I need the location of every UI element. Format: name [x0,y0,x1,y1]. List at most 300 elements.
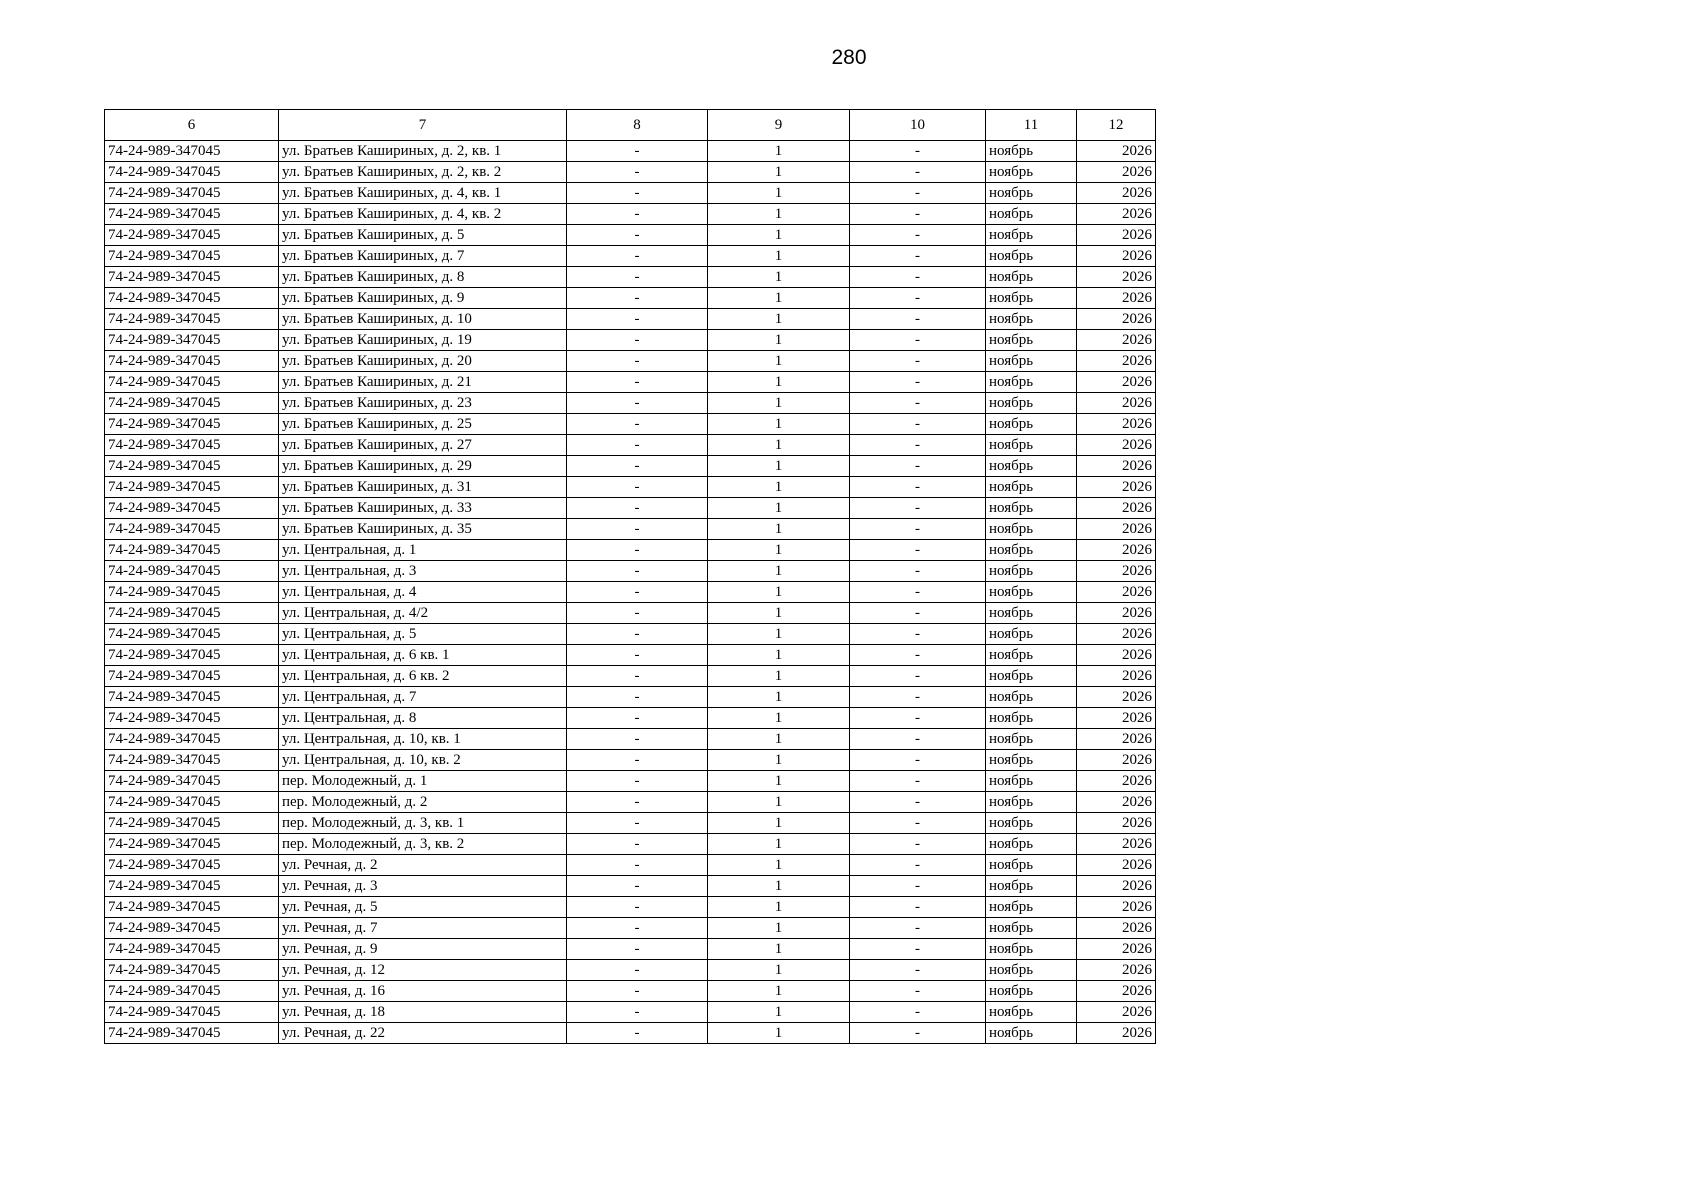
year-cell: 2026 [1077,666,1156,687]
col8-cell: - [567,603,708,624]
address-cell: ул. Центральная, д. 4 [279,582,567,603]
col9-cell: 1 [708,267,850,288]
col10-cell: - [850,267,986,288]
month-cell: ноябрь [986,792,1077,813]
col8-cell: - [567,435,708,456]
col8-cell: - [567,561,708,582]
address-cell: ул. Центральная, д. 8 [279,708,567,729]
table-row [105,288,1156,309]
table-row [105,393,1156,414]
col10-cell: - [850,435,986,456]
col10-cell: - [850,897,986,918]
col9-cell: 1 [708,918,850,939]
month-cell: ноябрь [986,141,1077,162]
table-row [105,351,1156,372]
col8-cell: - [567,960,708,981]
col9-cell: 1 [708,687,850,708]
col8-cell: - [567,687,708,708]
code-cell: 74-24-989-347045 [105,1002,279,1023]
col8-cell: - [567,939,708,960]
code-cell: 74-24-989-347045 [105,477,279,498]
month-cell: ноябрь [986,918,1077,939]
table-row [105,414,1156,435]
code-cell: 74-24-989-347045 [105,939,279,960]
code-cell: 74-24-989-347045 [105,687,279,708]
address-cell: ул. Центральная, д. 4/2 [279,603,567,624]
col8-cell: - [567,183,708,204]
table-row [105,729,1156,750]
col9-cell: 1 [708,813,850,834]
col8-cell: - [567,456,708,477]
col8-cell: - [567,351,708,372]
year-cell: 2026 [1077,267,1156,288]
column-header-8: 8 [567,110,708,141]
col8-cell: - [567,813,708,834]
col8-cell: - [567,225,708,246]
year-cell: 2026 [1077,183,1156,204]
col10-cell: - [850,813,986,834]
code-cell: 74-24-989-347045 [105,834,279,855]
month-cell: ноябрь [986,666,1077,687]
col10-cell: - [850,330,986,351]
month-cell: ноябрь [986,519,1077,540]
month-cell: ноябрь [986,687,1077,708]
data-table [104,109,1156,1044]
col9-cell: 1 [708,729,850,750]
month-cell: ноябрь [986,624,1077,645]
col8-cell: - [567,666,708,687]
address-cell: ул. Братьев Кашириных, д. 31 [279,477,567,498]
table-row [105,876,1156,897]
code-cell: 74-24-989-347045 [105,267,279,288]
col8-cell: - [567,897,708,918]
address-cell: ул. Братьев Кашириных, д. 4, кв. 2 [279,204,567,225]
col8-cell: - [567,918,708,939]
address-cell: ул. Братьев Кашириных, д. 2, кв. 1 [279,141,567,162]
table-row [105,834,1156,855]
month-cell: ноябрь [986,876,1077,897]
table-row [105,519,1156,540]
col10-cell: - [850,309,986,330]
code-cell: 74-24-989-347045 [105,540,279,561]
code-cell: 74-24-989-347045 [105,204,279,225]
month-cell: ноябрь [986,897,1077,918]
code-cell: 74-24-989-347045 [105,981,279,1002]
year-cell: 2026 [1077,1023,1156,1044]
year-cell: 2026 [1077,414,1156,435]
address-cell: ул. Речная, д. 22 [279,1023,567,1044]
year-cell: 2026 [1077,561,1156,582]
table-row [105,981,1156,1002]
table-row [105,267,1156,288]
col9-cell: 1 [708,456,850,477]
code-cell: 74-24-989-347045 [105,1023,279,1044]
address-cell: ул. Братьев Кашириных, д. 23 [279,393,567,414]
code-cell: 74-24-989-347045 [105,246,279,267]
code-cell: 74-24-989-347045 [105,561,279,582]
month-cell: ноябрь [986,225,1077,246]
col8-cell: - [567,330,708,351]
year-cell: 2026 [1077,351,1156,372]
year-cell: 2026 [1077,225,1156,246]
year-cell: 2026 [1077,288,1156,309]
address-cell: ул. Братьев Кашириных, д. 35 [279,519,567,540]
col8-cell: - [567,708,708,729]
address-cell: ул. Центральная, д. 3 [279,561,567,582]
table-row [105,1023,1156,1044]
column-header-10: 10 [850,110,986,141]
address-cell: ул. Центральная, д. 6 кв. 1 [279,645,567,666]
col9-cell: 1 [708,939,850,960]
month-cell: ноябрь [986,813,1077,834]
col10-cell: - [850,141,986,162]
column-header-12: 12 [1077,110,1156,141]
address-cell: ул. Речная, д. 2 [279,855,567,876]
address-cell: ул. Речная, д. 3 [279,876,567,897]
col8-cell: - [567,1002,708,1023]
col10-cell: - [850,624,986,645]
table-row [105,624,1156,645]
month-cell: ноябрь [986,393,1077,414]
col10-cell: - [850,414,986,435]
col10-cell: - [850,750,986,771]
table-row [105,771,1156,792]
month-cell: ноябрь [986,351,1077,372]
col10-cell: - [850,456,986,477]
col10-cell: - [850,918,986,939]
code-cell: 74-24-989-347045 [105,498,279,519]
col9-cell: 1 [708,750,850,771]
col8-cell: - [567,645,708,666]
col8-cell: - [567,162,708,183]
col8-cell: - [567,750,708,771]
month-cell: ноябрь [986,729,1077,750]
address-cell: ул. Братьев Кашириных, д. 2, кв. 2 [279,162,567,183]
col9-cell: 1 [708,666,850,687]
month-cell: ноябрь [986,540,1077,561]
col8-cell: - [567,414,708,435]
month-cell: ноябрь [986,1023,1077,1044]
col8-cell: - [567,393,708,414]
col9-cell: 1 [708,897,850,918]
col10-cell: - [850,225,986,246]
column-header-9: 9 [708,110,850,141]
col10-cell: - [850,561,986,582]
code-cell: 74-24-989-347045 [105,666,279,687]
col9-cell: 1 [708,792,850,813]
col9-cell: 1 [708,183,850,204]
table-row [105,939,1156,960]
col10-cell: - [850,183,986,204]
year-cell: 2026 [1077,813,1156,834]
month-cell: ноябрь [986,372,1077,393]
month-cell: ноябрь [986,246,1077,267]
year-cell: 2026 [1077,645,1156,666]
col8-cell: - [567,792,708,813]
col10-cell: - [850,162,986,183]
table-row [105,813,1156,834]
col8-cell: - [567,267,708,288]
col10-cell: - [850,645,986,666]
col8-cell: - [567,519,708,540]
month-cell: ноябрь [986,309,1077,330]
month-cell: ноябрь [986,414,1077,435]
col9-cell: 1 [708,435,850,456]
address-cell: ул. Речная, д. 16 [279,981,567,1002]
month-cell: ноябрь [986,183,1077,204]
col9-cell: 1 [708,414,850,435]
col10-cell: - [850,288,986,309]
address-cell: ул. Братьев Кашириных, д. 4, кв. 1 [279,183,567,204]
col10-cell: - [850,204,986,225]
col8-cell: - [567,309,708,330]
col8-cell: - [567,1023,708,1044]
col9-cell: 1 [708,393,850,414]
year-cell: 2026 [1077,876,1156,897]
address-cell: ул. Центральная, д. 7 [279,687,567,708]
col9-cell: 1 [708,477,850,498]
address-cell: ул. Центральная, д. 10, кв. 1 [279,729,567,750]
year-cell: 2026 [1077,750,1156,771]
address-cell: пер. Молодежный, д. 3, кв. 1 [279,813,567,834]
year-cell: 2026 [1077,498,1156,519]
month-cell: ноябрь [986,435,1077,456]
table-row [105,1002,1156,1023]
col10-cell: - [850,498,986,519]
col8-cell: - [567,834,708,855]
month-cell: ноябрь [986,855,1077,876]
year-cell: 2026 [1077,309,1156,330]
address-cell: ул. Речная, д. 18 [279,1002,567,1023]
year-cell: 2026 [1077,246,1156,267]
year-cell: 2026 [1077,918,1156,939]
col9-cell: 1 [708,876,850,897]
code-cell: 74-24-989-347045 [105,771,279,792]
table-header [105,110,1156,141]
column-header-11: 11 [986,110,1077,141]
table-row [105,162,1156,183]
year-cell: 2026 [1077,456,1156,477]
address-cell: ул. Братьев Кашириных, д. 7 [279,246,567,267]
col10-cell: - [850,939,986,960]
year-cell: 2026 [1077,582,1156,603]
col9-cell: 1 [708,834,850,855]
col10-cell: - [850,960,986,981]
table-row [105,855,1156,876]
header-row [105,110,1156,141]
col8-cell: - [567,540,708,561]
col10-cell: - [850,1002,986,1023]
col10-cell: - [850,1023,986,1044]
address-cell: пер. Молодежный, д. 2 [279,792,567,813]
year-cell: 2026 [1077,792,1156,813]
address-cell: пер. Молодежный, д. 3, кв. 2 [279,834,567,855]
col9-cell: 1 [708,204,850,225]
month-cell: ноябрь [986,708,1077,729]
table-row [105,960,1156,981]
code-cell: 74-24-989-347045 [105,729,279,750]
address-cell: ул. Братьев Кашириных, д. 10 [279,309,567,330]
month-cell: ноябрь [986,162,1077,183]
col9-cell: 1 [708,855,850,876]
month-cell: ноябрь [986,603,1077,624]
address-cell: ул. Центральная, д. 1 [279,540,567,561]
code-cell: 74-24-989-347045 [105,372,279,393]
year-cell: 2026 [1077,855,1156,876]
table-row [105,582,1156,603]
col9-cell: 1 [708,582,850,603]
address-cell: ул. Братьев Кашириных, д. 19 [279,330,567,351]
col8-cell: - [567,288,708,309]
code-cell: 74-24-989-347045 [105,918,279,939]
code-cell: 74-24-989-347045 [105,141,279,162]
col9-cell: 1 [708,330,850,351]
code-cell: 74-24-989-347045 [105,393,279,414]
table-row [105,246,1156,267]
year-cell: 2026 [1077,687,1156,708]
col8-cell: - [567,204,708,225]
col9-cell: 1 [708,624,850,645]
table-row [105,456,1156,477]
table-row [105,477,1156,498]
address-cell: ул. Центральная, д. 5 [279,624,567,645]
table-row [105,897,1156,918]
code-cell: 74-24-989-347045 [105,897,279,918]
address-cell: ул. Братьев Кашириных, д. 9 [279,288,567,309]
month-cell: ноябрь [986,960,1077,981]
year-cell: 2026 [1077,960,1156,981]
code-cell: 74-24-989-347045 [105,288,279,309]
address-cell: ул. Братьев Кашириных, д. 8 [279,267,567,288]
col10-cell: - [850,540,986,561]
col8-cell: - [567,981,708,1002]
code-cell: 74-24-989-347045 [105,813,279,834]
table-row [105,183,1156,204]
col8-cell: - [567,876,708,897]
col10-cell: - [850,582,986,603]
month-cell: ноябрь [986,834,1077,855]
address-cell: ул. Центральная, д. 10, кв. 2 [279,750,567,771]
year-cell: 2026 [1077,729,1156,750]
month-cell: ноябрь [986,939,1077,960]
col10-cell: - [850,246,986,267]
col8-cell: - [567,582,708,603]
address-cell: ул. Речная, д. 7 [279,918,567,939]
code-cell: 74-24-989-347045 [105,330,279,351]
address-cell: ул. Братьев Кашириных, д. 27 [279,435,567,456]
col9-cell: 1 [708,519,850,540]
code-cell: 74-24-989-347045 [105,582,279,603]
col8-cell: - [567,141,708,162]
address-cell: ул. Братьев Кашириных, д. 5 [279,225,567,246]
year-cell: 2026 [1077,708,1156,729]
code-cell: 74-24-989-347045 [105,309,279,330]
code-cell: 74-24-989-347045 [105,225,279,246]
address-cell: ул. Братьев Кашириных, д. 33 [279,498,567,519]
code-cell: 74-24-989-347045 [105,519,279,540]
table-row [105,372,1156,393]
month-cell: ноябрь [986,498,1077,519]
col9-cell: 1 [708,351,850,372]
col10-cell: - [850,771,986,792]
year-cell: 2026 [1077,981,1156,1002]
table-row [105,666,1156,687]
col10-cell: - [850,393,986,414]
col8-cell: - [567,246,708,267]
month-cell: ноябрь [986,561,1077,582]
col8-cell: - [567,624,708,645]
col10-cell: - [850,477,986,498]
month-cell: ноябрь [986,750,1077,771]
table-row [105,750,1156,771]
code-cell: 74-24-989-347045 [105,960,279,981]
table-row [105,225,1156,246]
code-cell: 74-24-989-347045 [105,162,279,183]
table-row [105,498,1156,519]
address-cell: ул. Речная, д. 5 [279,897,567,918]
col10-cell: - [850,981,986,1002]
col10-cell: - [850,519,986,540]
code-cell: 74-24-989-347045 [105,603,279,624]
year-cell: 2026 [1077,834,1156,855]
code-cell: 74-24-989-347045 [105,456,279,477]
year-cell: 2026 [1077,393,1156,414]
col10-cell: - [850,372,986,393]
year-cell: 2026 [1077,603,1156,624]
year-cell: 2026 [1077,435,1156,456]
col8-cell: - [567,372,708,393]
col8-cell: - [567,729,708,750]
code-cell: 74-24-989-347045 [105,750,279,771]
col10-cell: - [850,603,986,624]
col10-cell: - [850,351,986,372]
code-cell: 74-24-989-347045 [105,624,279,645]
month-cell: ноябрь [986,288,1077,309]
col10-cell: - [850,855,986,876]
code-cell: 74-24-989-347045 [105,183,279,204]
col8-cell: - [567,477,708,498]
month-cell: ноябрь [986,204,1077,225]
table-row [105,561,1156,582]
code-cell: 74-24-989-347045 [105,855,279,876]
month-cell: ноябрь [986,456,1077,477]
col9-cell: 1 [708,309,850,330]
year-cell: 2026 [1077,771,1156,792]
col9-cell: 1 [708,960,850,981]
col10-cell: - [850,792,986,813]
address-cell: ул. Братьев Кашириных, д. 21 [279,372,567,393]
address-cell: ул. Центральная, д. 6 кв. 2 [279,666,567,687]
month-cell: ноябрь [986,771,1077,792]
col10-cell: - [850,834,986,855]
table-row [105,918,1156,939]
table-row [105,603,1156,624]
month-cell: ноябрь [986,477,1077,498]
column-header-6: 6 [105,110,279,141]
col9-cell: 1 [708,372,850,393]
col9-cell: 1 [708,141,850,162]
month-cell: ноябрь [986,267,1077,288]
col10-cell: - [850,687,986,708]
year-cell: 2026 [1077,141,1156,162]
col8-cell: - [567,498,708,519]
month-cell: ноябрь [986,981,1077,1002]
code-cell: 74-24-989-347045 [105,645,279,666]
table-row [105,792,1156,813]
table-row [105,645,1156,666]
col8-cell: - [567,771,708,792]
table-row [105,540,1156,561]
